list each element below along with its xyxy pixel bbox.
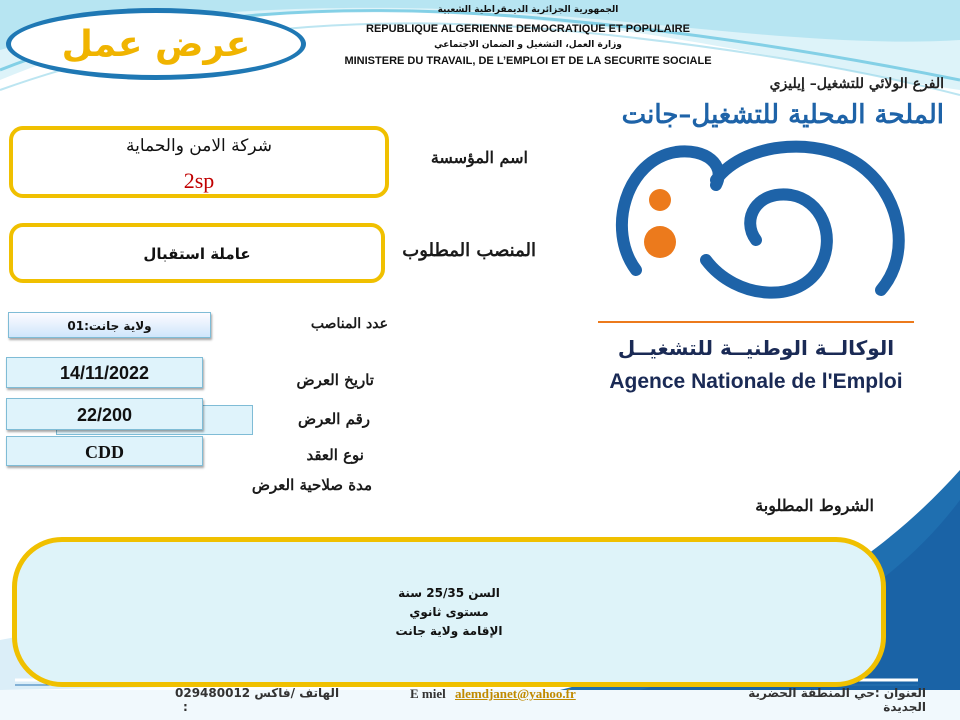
footer-phone-label: الهاتف /فاكس : [183, 686, 340, 714]
requirements-box [12, 537, 886, 687]
footer-phone [175, 686, 355, 714]
requirement-age: السن 25/35 سنة [398, 586, 500, 600]
footer-email-label: E miel [410, 686, 446, 701]
contract-type-label: نوع العقد [306, 446, 364, 464]
offer-number-value: 22/200 [6, 398, 203, 430]
footer-email [410, 686, 650, 702]
position-value: عاملة استقبال [143, 245, 251, 263]
offer-title: عرض عمل [61, 23, 251, 65]
position-box [9, 223, 385, 283]
header-line-2: REPUBLIQUE ALGERIENNE DEMOCRATIQUE ET POPULAIRE [366, 23, 690, 35]
logo-divider [598, 321, 914, 323]
agency-logo-icon [596, 140, 916, 310]
agency-name-fr: Agence Nationale de l'Emploi [609, 370, 903, 393]
vacancies-value: ولاية جانت:01 [8, 312, 211, 338]
header-line-1: الجمهورية الجزائرية الديمقراطية الشعبية [437, 5, 619, 15]
branch-name: الفرع الولائي للتشغيل– إيليزي [769, 76, 944, 92]
offer-number-label: رقم العرض [297, 410, 370, 428]
validity-label: مدة صلاحية العرض [251, 476, 372, 494]
company-name: شركة الامن والحماية [125, 136, 273, 156]
company-label: اسم المؤسسة [430, 148, 528, 167]
header-line-3: وزارة العمل، التشغيل و الضمان الاجتماعي [434, 40, 622, 50]
agency-name-ar: الوكالــة الوطنيــة للتشغيــل [617, 336, 895, 360]
requirement-residence: الإقامة ولاية جانت [395, 624, 503, 638]
requirements-label: الشروط المطلوبة [755, 496, 874, 515]
contract-type-value: CDD [6, 436, 203, 466]
header-line-4: MINISTERE DU TRAVAIL, DE L’EMPLOI ET DE LA SECURITE SOCIALE [344, 55, 712, 67]
company-box [9, 126, 389, 198]
position-label: المنصب المطلوب [402, 240, 536, 261]
local-agency-name: الملحة المحلية للتشغيل–جانت [621, 100, 944, 130]
company-code: 2sp [183, 168, 215, 193]
offer-date-value: 14/11/2022 [6, 357, 203, 388]
requirement-education: مستوى ثانوي [409, 605, 489, 619]
footer-email-link[interactable]: alemdjanet@yahoo.fr [455, 686, 576, 701]
vacancies-label: عدد المناصب [310, 316, 388, 332]
footer-address: العنوان :حي المنطقة الحضرية الجديدة [748, 686, 926, 714]
footer-phone-number: 029480012 [175, 686, 251, 700]
offer-title-badge [6, 8, 306, 80]
offer-date-label: تاريخ العرض [296, 371, 374, 389]
